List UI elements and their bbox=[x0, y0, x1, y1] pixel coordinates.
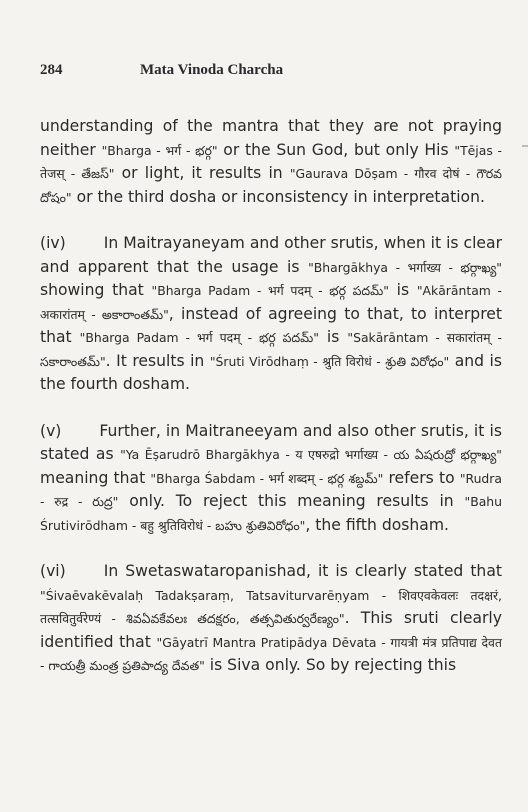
page-number: 284 bbox=[40, 62, 63, 78]
paragraph bbox=[40, 232, 502, 397]
paragraph-marker: (v) bbox=[40, 421, 62, 440]
text-run: meaning that bbox=[40, 468, 151, 487]
paragraph bbox=[40, 560, 502, 678]
text-run: is bbox=[318, 328, 348, 346]
text-run: is Siva only. So by rejecting this bbox=[204, 656, 457, 674]
text-run: . This sruti clearly identified that bbox=[40, 609, 502, 651]
quoted-term: "Bhargākhya - भर्गाख्य - భర్గాఖ్య" bbox=[308, 259, 502, 275]
text-run: or the third dosha or inconsistency in interpretation. bbox=[71, 187, 485, 206]
paragraph-marker: (vi) bbox=[40, 562, 66, 580]
quoted-term: "Ya Ēṣarudrō Bhargākhya - य एषरुद्रो भर्गाख्य - య ఏషరుద్రో భర్గాఖ్య" bbox=[120, 447, 502, 462]
text-run: In Swetaswataropanishad, it is clearly stated that bbox=[103, 562, 502, 580]
quoted-term: "Śruti Virōdhaṃ - श्रुति विरोधं - శ్రుతి విరోధం" bbox=[209, 353, 450, 369]
paragraph-marker: (iv) bbox=[40, 234, 66, 252]
text-run: , instead of agreeing to that, to interpret that bbox=[40, 304, 502, 346]
quoted-term: "Akārāntam - अकारांतम् - అకారాంతమ్" bbox=[40, 283, 503, 322]
quoted-term: "Bharga Śabdam - भर्ग शब्दम् - భర్గ శబ్దమ్" bbox=[150, 470, 384, 486]
quoted-term: "Bharga Padam - भर्ग पदम् - భర్గ పదమ్" bbox=[151, 283, 389, 298]
quoted-term: "Bharga Padam - भर्ग पदम् - భర్గ పదమ్" bbox=[79, 330, 319, 345]
text-run: , the fifth dosham. bbox=[305, 515, 449, 534]
text-run: Further, in Maitraneeyam and also other srutis, it is stated as bbox=[40, 421, 502, 463]
text-run: . It results in bbox=[105, 351, 210, 370]
quoted-term: "Bharga - भर्ग - భర్గ" bbox=[101, 142, 218, 158]
body-text bbox=[40, 115, 502, 701]
quoted-term: "Sakārāntam - सकारांतम् - సకారాంతమ్" bbox=[40, 330, 503, 369]
text-run: understanding of the mantra that they are not praying neither bbox=[40, 117, 502, 159]
page-edge-mark bbox=[522, 145, 528, 147]
text-run: or light, it results in bbox=[114, 164, 290, 182]
quoted-term: "Śivaēvakēvalaḥ Tadakṣaraṃ, Tatsaviturvarēṇyam - शिवएवकेवलः तदक्षरं, तत्सवितुर्वरेण्यं - శివఏవకేవలః తదక్షరం, తత్సవితుర్వరేణ్యం" bbox=[40, 587, 502, 626]
quoted-term: "Tējas - तेजस् - తేజస్" bbox=[40, 142, 502, 181]
quoted-term: "Gaurava Dōṣam - गौरव दोषं - గౌరవ దోషం" bbox=[40, 166, 502, 205]
text-run: showing that bbox=[40, 281, 152, 299]
quoted-term: "Gāyatrī Mantra Pratipādya Dēvata - गायत्री मंत्र प्रतिपाद्य देवत - గాయత్రీ మంత్ర ప్రతిపాద్య దేవత" bbox=[40, 634, 502, 673]
text-run: In Maitrayaneyam and other srutis, when it is clear and apparent that the usage is bbox=[40, 234, 502, 276]
text-run: refers to bbox=[383, 468, 460, 487]
running-title: Mata Vinoda Charcha bbox=[140, 62, 284, 78]
quoted-term: "Rudra - रुद्र - రుద్ర" bbox=[40, 470, 502, 509]
paragraph bbox=[40, 420, 502, 538]
text-run: is bbox=[388, 281, 417, 299]
text-run: or the Sun God, but only His bbox=[217, 140, 455, 159]
paragraph bbox=[40, 115, 502, 209]
text-run: and is the fourth dosham. bbox=[40, 351, 502, 393]
quoted-term: "Bahu Śrutivirōdham - बहु श्रुतिविरोधं - బహు శ్రుతివిరోధం" bbox=[40, 494, 502, 533]
text-run: only. To reject this meaning results in bbox=[118, 492, 465, 510]
